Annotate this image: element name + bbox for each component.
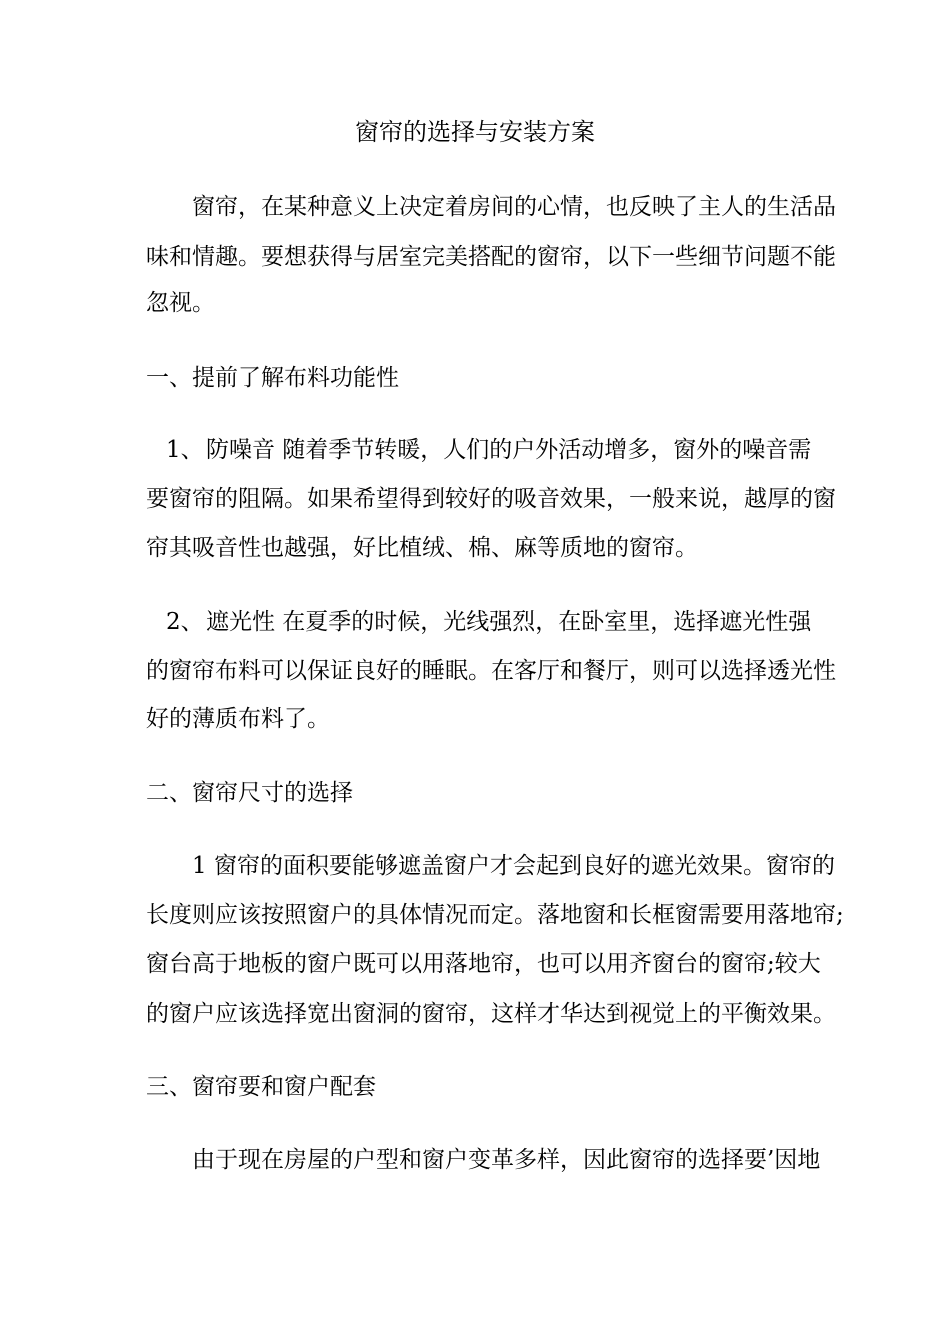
document-title: 窗帘的选择与安装方案 xyxy=(355,118,595,146)
section-1-heading: 一、提前了解布料功能性 xyxy=(146,365,399,391)
section-1-item-2-text: 遮光性 在夏季的时候，光线强烈，在卧室里，选择遮光性强 xyxy=(206,609,812,635)
section-2-line-3: 窗台高于地板的窗户既可以用落地帘，也可以用齐窗台的窗帘;较大 xyxy=(146,951,821,977)
intro-line-3: 忽视。 xyxy=(146,290,215,316)
section-1-item-1-line-2: 要窗帘的阻隔。如果希望得到较好的吸音效果，一般来说，越厚的窗 xyxy=(146,486,836,512)
section-1-item-1-number: 1、 xyxy=(166,437,204,463)
intro-line-1: 窗帘，在某种意义上决定着房间的心情，也反映了主人的生活品 xyxy=(192,194,836,220)
section-2-line-1: 1 窗帘的面积要能够遮盖窗户才会起到良好的遮光效果。窗帘的 xyxy=(192,853,835,879)
intro-line-2: 味和情趣。要想获得与居室完美搭配的窗帘，以下一些细节问题不能 xyxy=(146,244,836,270)
section-1-item-1-line-1 xyxy=(146,430,816,470)
section-3-heading: 三、窗帘要和窗户配套 xyxy=(146,1074,376,1100)
section-1-item-2-line-3: 好的薄质布料了。 xyxy=(146,706,330,732)
section-2-line-4: 的窗户应该选择宽出窗洞的窗帘，这样才华达到视觉上的平衡效果。 xyxy=(146,1001,836,1027)
section-1-item-2-line-2: 的窗帘布料可以保证良好的睡眠。在客厅和餐厅，则可以选择透光性 xyxy=(146,658,836,684)
section-1-item-1-text: 防噪音 随着季节转暖，人们的户外活动增多，窗外的噪音需 xyxy=(206,437,812,463)
section-1-item-1-line-3: 帘其吸音性也越强，好比植绒、棉、麻等质地的窗帘。 xyxy=(146,535,698,561)
section-1-item-2-number: 2、 xyxy=(166,609,204,635)
section-2-line-2: 长度则应该按照窗户的具体情况而定。落地窗和长框窗需要用落地帘; xyxy=(146,902,844,928)
section-3-line-1: 由于现在房屋的户型和窗户变革多样，因此窗帘的选择要’因地 xyxy=(192,1147,821,1173)
section-2-heading: 二、窗帘尺寸的选择 xyxy=(146,780,353,806)
section-1-item-2-line-1 xyxy=(146,602,816,642)
